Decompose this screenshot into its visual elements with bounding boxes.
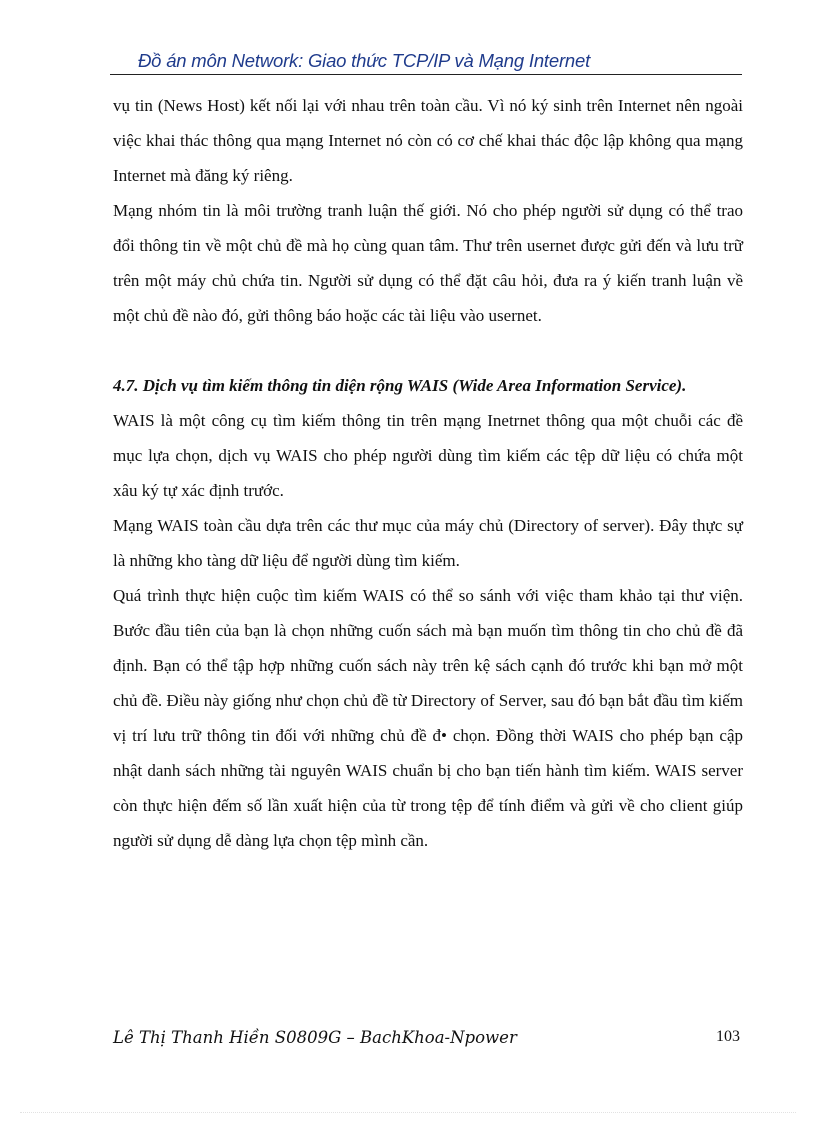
paragraph: vụ tin (News Host) kết nối lại với nhau trên toàn cầu. Vì nó ký sinh trên Internet nên ngoài việc khai thác thông qua mạng Internet nó còn có cơ chế khai thác độc lập không qua mạng Internet mà đăng ký riêng.	[113, 96, 743, 185]
page-number: 103	[716, 1028, 740, 1045]
page-bottom-rule	[20, 1112, 796, 1113]
section-heading: 4.7. Dịch vụ tìm kiếm thông tin diện rộng WAIS (Wide Area Information Service).	[113, 376, 687, 395]
footer-author: Lê Thị Thanh Hiền S0809G – BachKhoa-Npower	[113, 1028, 517, 1047]
spacer	[113, 333, 743, 368]
paragraph: WAIS là một công cụ tìm kiếm thông tin trên mạng Inetrnet thông qua một chuỗi các đề mục lựa chọn, dịch vụ WAIS cho phép người dùng tìm kiếm các tệp dữ liệu có chứa một xâu ký tự xác định trước.	[113, 411, 743, 500]
page-header	[110, 50, 742, 75]
paragraph: Quá trình thực hiện cuộc tìm kiếm WAIS có thể so sánh với việc tham khảo tại thư viện. Bước đầu tiên của bạn là chọn những cuốn sách mà bạn muốn tìm thông tin cho chủ đề đã định. Bạn có thể tập hợp những cuốn sách này trên kệ sách cạnh đó trước khi bạn mở một chủ đề. Điều này giống như chọn chủ đề từ Directory of Server, sau đó bạn bắt đầu tìm kiếm vị trí lưu trữ thông tin đối với những chủ đề đ• chọn. Đồng thời WAIS cho phép bạn cập nhật danh sách những tài nguyên WAIS chuẩn bị cho bạn tiến hành tìm kiếm. WAIS server còn thực hiện đếm số lần xuất hiện của từ trong tệp để tính điểm và gửi về cho client giúp người sử dụng dễ dàng lựa chọn tệp mình cần.	[113, 586, 743, 850]
paragraph: Mạng nhóm tin là môi trường tranh luận thế giới. Nó cho phép người sử dụng có thể trao đổi thông tin về một chủ đề mà họ cùng quan tâm. Thư trên usernet được gửi đến và lưu trữ trên một máy chủ chứa tin. Người sử dụng có thể đặt câu hỏi, đưa ra ý kiến tranh luận về một chủ đề nào đó, gửi thông báo hoặc các tài liệu vào usernet.	[113, 201, 743, 325]
paragraph: Mạng WAIS toàn cầu dựa trên các thư mục của máy chủ (Directory of server). Đây thực sự là những kho tàng dữ liệu để người dùng tìm kiếm.	[113, 516, 743, 570]
document-title: Đồ án môn Network: Giao thức TCP/IP và Mạng Internet	[138, 50, 591, 71]
page-content	[113, 88, 743, 858]
